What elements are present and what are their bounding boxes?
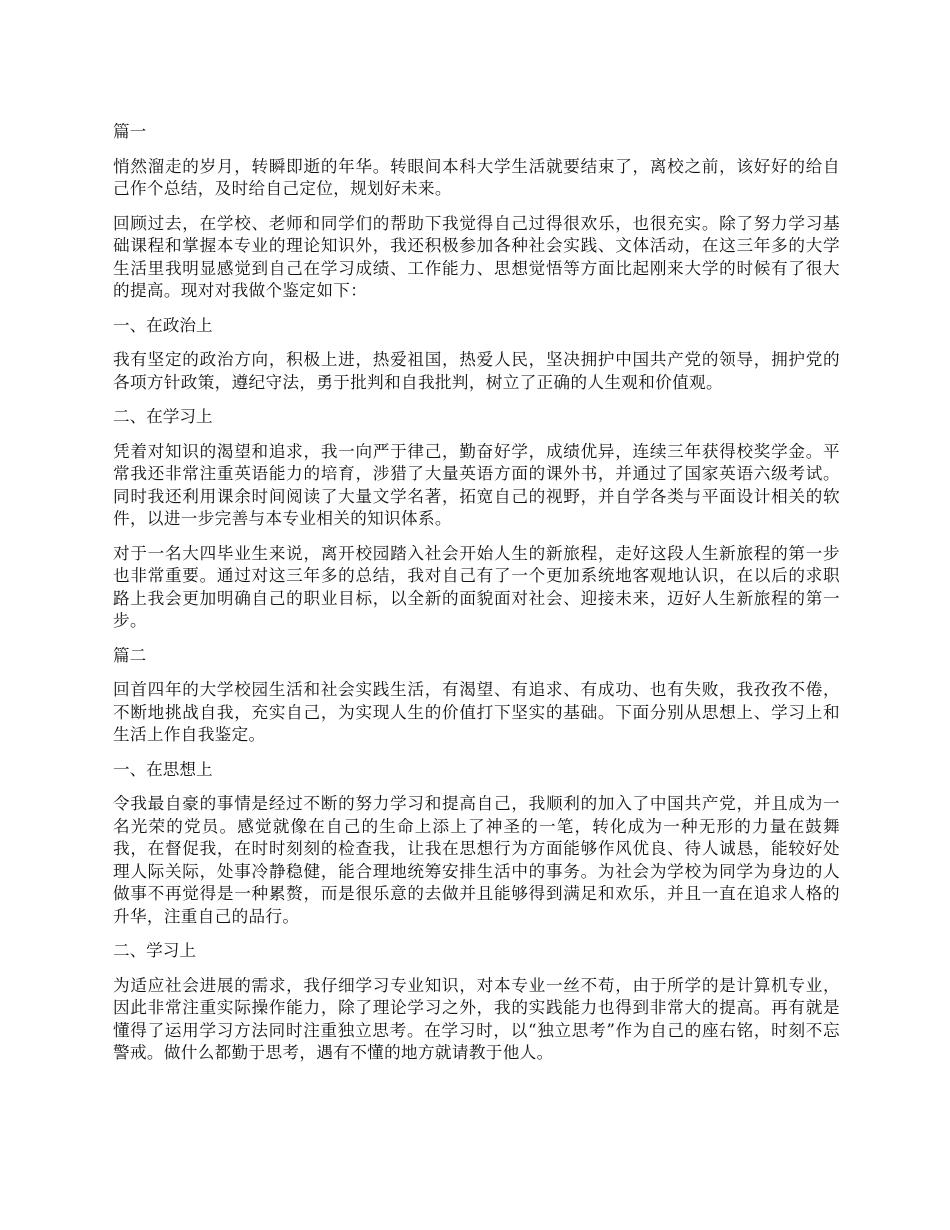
subsection-heading: 二、学习上 xyxy=(113,941,196,960)
paragraph: 回首四年的大学校园生活和社会实践生活，有渴望、有追求、有成功、也有失败，我孜孜不倦，不断地挑战自我，充实自己，为实现人生的价值打下坚实的基础。下面分别从思想上、学习上和生活上作自我鉴定。 xyxy=(113,680,840,744)
paragraph: 我有坚定的政治方向，积极上进，热爱祖国，热爱人民，坚决拥护中国共产党的领导，拥护党的各项方针政策，遵纪守法，勇于批判和自我批判，树立了正确的人生观和价值观。 xyxy=(113,350,840,392)
paragraph: 为适应社会进展的需求，我仔细学习专业知识，对本专业一丝不苟，由于所学的是计算机专业，因此非常注重实际操作能力，除了理论学习之外，我的实践能力也得到非常大的提高。再有就是懂得了运用学习方法同时注重独立思考。在学习时，以“独立思考”作为自己的座右铭，时刻不忘警戒。做什么都勤于思考，遇有不懂的地方就请教于他人。 xyxy=(113,975,840,1062)
section-heading: 篇一 xyxy=(113,122,147,141)
paragraph: 凭着对知识的渴望和追求，我一向严于律己，勤奋好学，成绩优异，连续三年获得校奖学金。平常我还非常注重英语能力的培育，涉猎了大量英语方面的课外书，并通过了国家英语六级考试。同时我还利用课余时间阅读了大量文学名著，拓宽自己的视野，并自学各类与平面设计相关的软件，以进一步完善与本专业相关的知识体系。 xyxy=(113,441,840,528)
paragraph: 悄然溜走的岁月，转瞬即逝的年华。转眼间本科大学生活就要结束了，离校之前，该好好的给自己作个总结，及时给自己定位，规划好未来。 xyxy=(113,156,840,198)
paragraph: 对于一名大四毕业生来说，离开校园踏入社会开始人生的新旅程，走好这段人生新旅程的第一步也非常重要。通过对这三年多的总结，我对自己有了一个更加系统地客观地认识，在以后的求职路上我会更加明确自己的职业目标，以全新的面貌面对社会、迎接未来，迈好人生新旅程的第一步。 xyxy=(113,543,840,630)
subsection-heading: 二、在学习上 xyxy=(113,407,213,426)
subsection-heading: 一、在思想上 xyxy=(113,759,213,779)
document-body xyxy=(113,121,840,1077)
section-heading: 篇二 xyxy=(113,645,147,665)
paragraph: 回顾过去，在学校、老师和同学们的帮助下我觉得自己过得很欢乐，也很充实。除了努力学习基础课程和掌握本专业的理论知识外，我还积极参加各种社会实践、文体活动，在这三年多的大学生活里我明显感觉到自己在学习成绩、工作能力、思想觉悟等方面比起刚来大学的时候有了很大的提高。现对对我做个鉴定如下： xyxy=(113,213,840,300)
paragraph: 令我最自豪的事情是经过不断的努力学习和提高自己，我顺利的加入了中国共产党，并且成为一名光荣的党员。感觉就像在自己的生命上添上了神圣的一笔，转化成为一种无形的力量在鼓舞我，在督促我，在时时刻刻的检查我，让我在思想行为方面能够作风优良、待人诚恳，能较好处理人际关际，处事冷静稳健，能合理地统筹安排生活中的事务。为社会为学校为同学为身边的人做事不再觉得是一种累赘，而是很乐意的去做并且能够得到满足和欢乐，并且一直在追求人格的升华，注重自己的品行。 xyxy=(113,794,840,926)
subsection-heading: 一、在政治上 xyxy=(113,315,213,335)
